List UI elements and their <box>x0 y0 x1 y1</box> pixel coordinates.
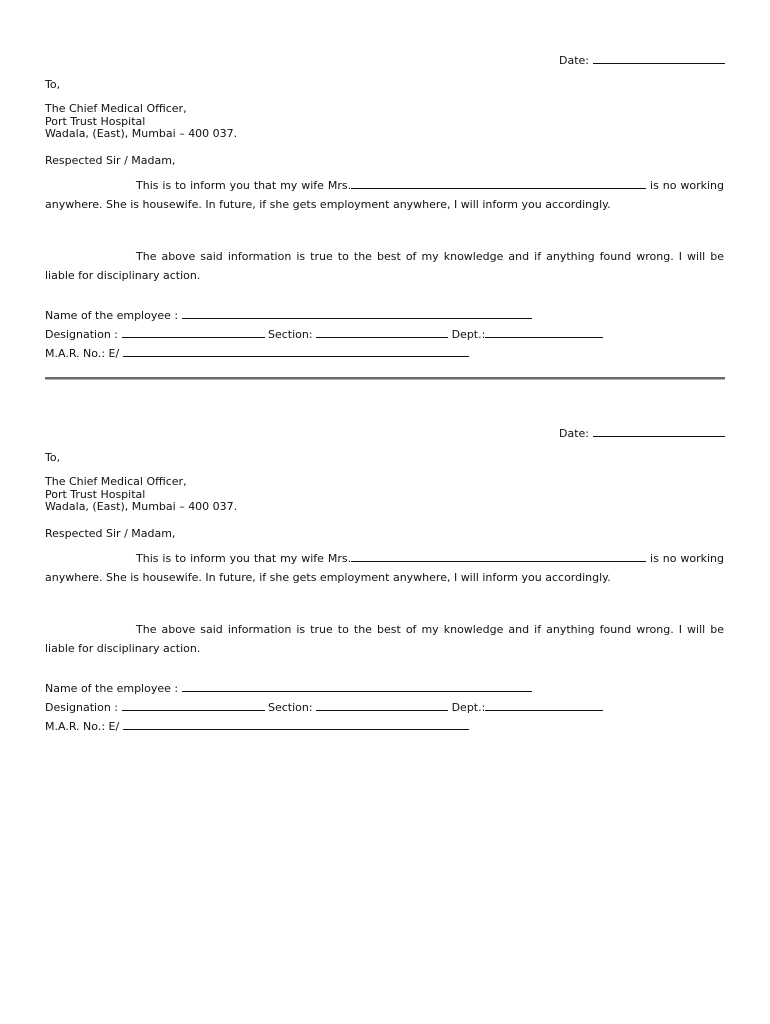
designation-label: Designation : <box>45 328 118 341</box>
para2-text: The above said information is true to the best of my knowledge and if anything found wrong. I will be liable for disciplinary action. <box>45 623 724 655</box>
dept-label: Dept.: <box>451 328 486 341</box>
mar-number-field[interactable] <box>123 345 469 357</box>
wife-name-field[interactable] <box>351 177 646 189</box>
wife-name-field[interactable] <box>351 550 646 562</box>
to-line: To, <box>45 451 61 464</box>
body-paragraph-2 <box>45 620 724 658</box>
mar-label: M.A.R. No.: E/ <box>45 720 120 733</box>
date-row <box>559 52 725 67</box>
designation-field[interactable] <box>122 699 265 711</box>
employee-name-row <box>45 307 532 322</box>
employee-name-field[interactable] <box>182 307 532 319</box>
dept-field[interactable] <box>485 699 603 711</box>
section-label: Section: <box>268 701 313 714</box>
section-field[interactable] <box>316 326 448 338</box>
address-line-2: Port Trust Hospital <box>45 487 146 501</box>
designation-field[interactable] <box>122 326 265 338</box>
address-line-1: The Chief Medical Officer, <box>45 475 187 488</box>
date-field[interactable] <box>593 52 725 64</box>
dept-field[interactable] <box>485 326 603 338</box>
mar-row <box>45 345 469 360</box>
employee-name-row <box>45 680 532 695</box>
para2-text: The above said information is true to the best of my knowledge and if anything found wrong. I will be liable for disciplinary action. <box>45 250 724 282</box>
to-line: To, <box>45 78 61 91</box>
address-line-3: Wadala, (East), Mumbai – 400 037. <box>45 500 238 513</box>
designation-row <box>45 326 603 341</box>
body-paragraph-1 <box>45 549 724 587</box>
declaration-form-1 <box>45 0 725 370</box>
date-row <box>559 425 725 440</box>
date-field[interactable] <box>593 425 725 437</box>
date-label: Date: <box>559 427 589 440</box>
para1-end: is no working anywhere. She is housewife. In future, if she gets employment anywhere, I will inform you accordingly. <box>45 179 725 211</box>
para1-start: This is to inform you that my wife Mrs. <box>136 552 352 565</box>
date-label: Date: <box>559 54 589 67</box>
mar-number-field[interactable] <box>123 718 469 730</box>
para1-start: This is to inform you that my wife Mrs. <box>136 179 352 192</box>
body-paragraph-1 <box>45 176 724 214</box>
employee-name-field[interactable] <box>182 680 532 692</box>
salutation: Respected Sir / Madam, <box>45 154 176 167</box>
para1-end: is no working anywhere. She is housewife. In future, if she gets employment anywhere, I will inform you accordingly. <box>45 552 725 584</box>
designation-row <box>45 699 603 714</box>
dept-label: Dept.: <box>451 701 486 714</box>
mar-row <box>45 718 469 733</box>
salutation: Respected Sir / Madam, <box>45 527 176 540</box>
declaration-form-2 <box>45 373 725 743</box>
address-line-1: The Chief Medical Officer, <box>45 102 187 115</box>
employee-name-label: Name of the employee : <box>45 682 179 695</box>
employee-name-label: Name of the employee : <box>45 309 179 322</box>
address-line-3: Wadala, (East), Mumbai – 400 037. <box>45 127 238 140</box>
designation-label: Designation : <box>45 701 118 714</box>
recipient-address <box>45 103 237 141</box>
body-paragraph-2 <box>45 247 724 285</box>
section-field[interactable] <box>316 699 448 711</box>
section-label: Section: <box>268 328 313 341</box>
mar-label: M.A.R. No.: E/ <box>45 347 120 360</box>
address-line-2: Port Trust Hospital <box>45 114 146 128</box>
recipient-address <box>45 476 237 514</box>
